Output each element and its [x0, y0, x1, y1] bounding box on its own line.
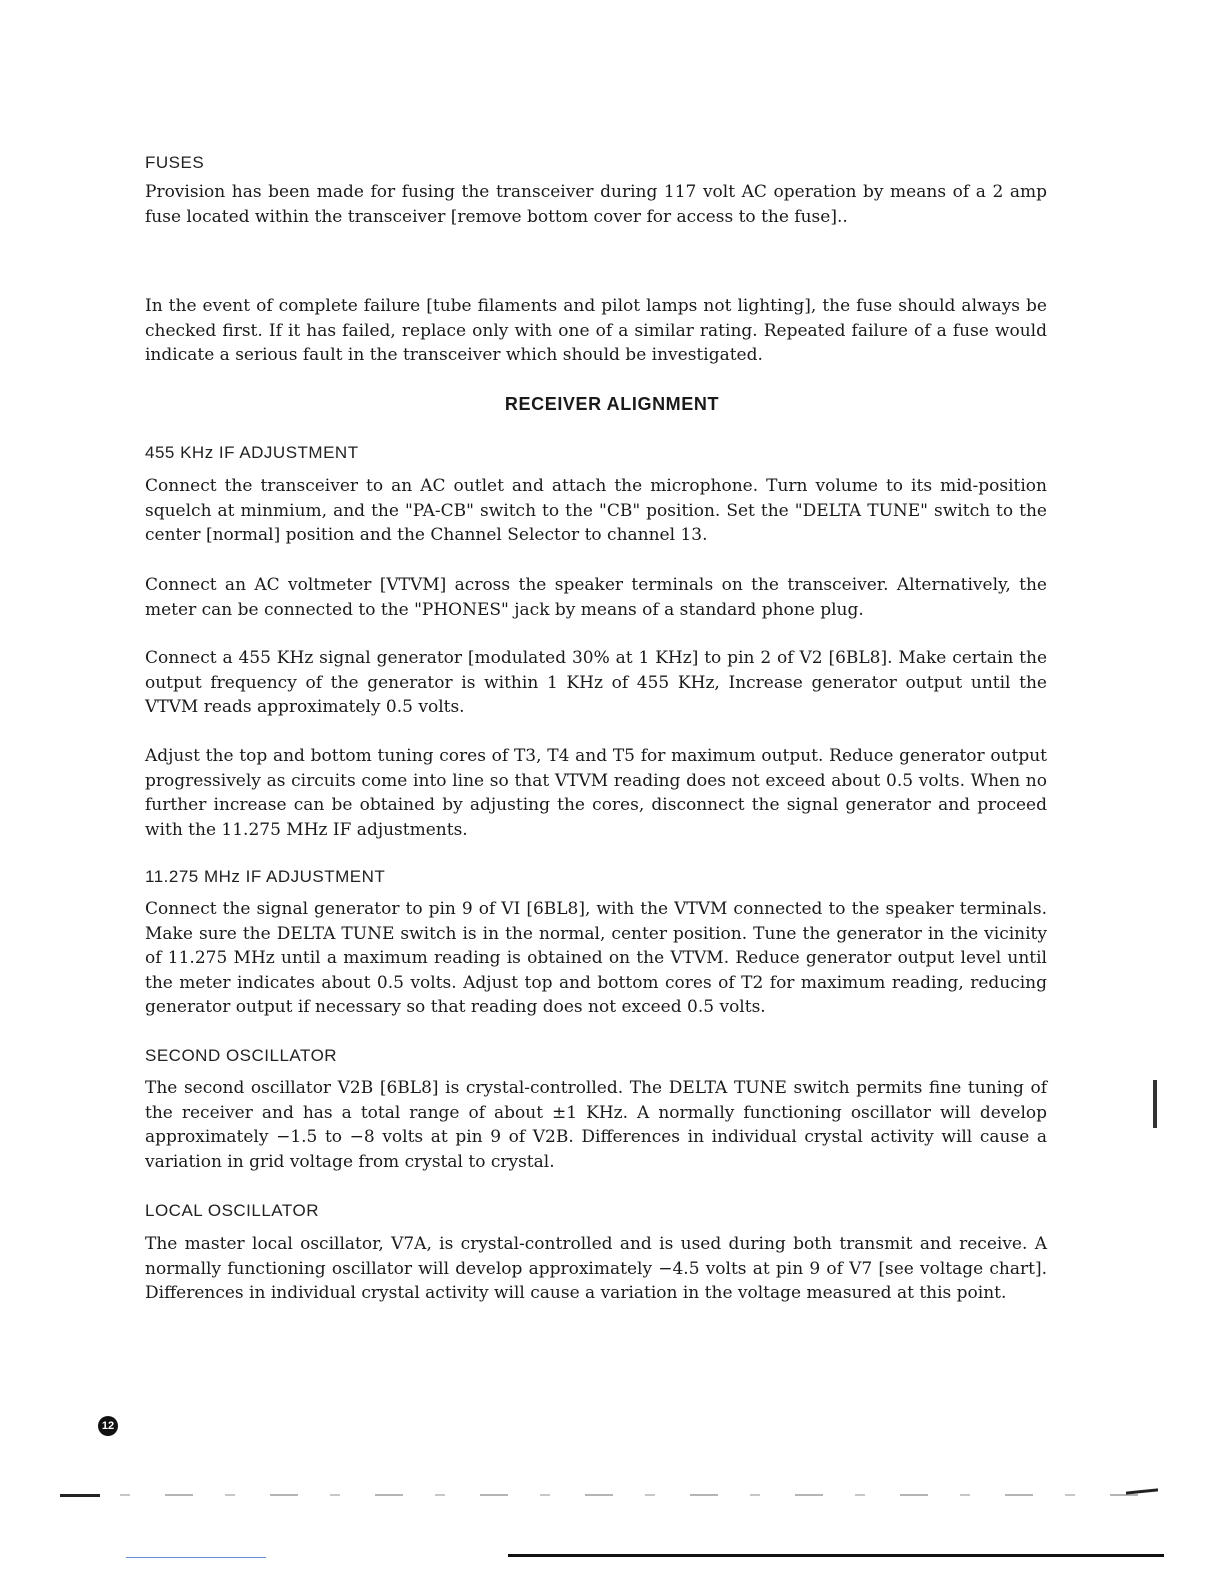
if-11275-heading: 11.275 MHz IF ADJUSTMENT: [145, 867, 386, 886]
if-455-paragraph-2: Connect an AC voltmeter [VTVM] across the speaker terminals on the transceiver. Alternatively, the meter can be connected to the "PHONES" jack by means of a standard phone plug.: [145, 575, 1047, 620]
bottom-blue-rule: [126, 1557, 266, 1558]
fuses-heading: FUSES: [145, 153, 205, 172]
if-455-paragraph-1: Connect the transceiver to an AC outlet and attach the microphone. Turn volume to its mid-position squelch at minmium, and the "PA-CB" switch to the "CB" position. Set the "DELTA TUNE" switch to the center [normal] position and the Channel Selector to channel 13.: [145, 476, 1047, 545]
margin-binding-mark: [1153, 1080, 1157, 1128]
receiver-alignment-title: RECEIVER ALIGNMENT: [504, 394, 720, 414]
local-oscillator-heading: LOCAL OSCILLATOR: [145, 1201, 319, 1220]
scan-dash-left-mark: [60, 1494, 100, 1497]
if-455-paragraph-4: Adjust the top and bottom tuning cores of T3, T4 and T5 for maximum output. Reduce generator output progressively as circuits come into line so that VTVM reading does not exceed about 0.5 volts. When no further increase can be obtained by adjusting the cores, disconnect the signal generator and proceed with the 11.275 MHz IF adjustments.: [145, 746, 1047, 840]
local-oscillator-paragraph-1: The master local oscillator, V7A, is crystal-controlled and is used during both transmit and receive. A normally functioning oscillator will develop approximately −4.5 volts at pin 9 of V7 [see voltage chart]. Differences in individual crystal activity will cause a variation in the voltage measured at this point.: [145, 1234, 1047, 1303]
if-455-paragraph-3: Connect a 455 KHz signal generator [modulated 30% at 1 KHz] to pin 2 of V2 [6BL8]. Make certain the output frequency of the generator is within 1 KHz of 455 KHz, Increase generator output until the VTVM reads approximately 0.5 volts.: [145, 648, 1047, 717]
second-oscillator-paragraph-1: The second oscillator V2B [6BL8] is crystal-controlled. The DELTA TUNE switch permits fine tuning of the receiver and has a total range of about ±1 KHz. A normally functioning oscillator will develop approximately −1.5 to −8 volts at pin 9 of V2B. Differences in individual crystal activity will cause a variation in grid voltage from crystal to crystal.: [145, 1078, 1047, 1172]
bottom-black-rule: [508, 1554, 1164, 1557]
scan-dash-line: [60, 1494, 1160, 1496]
fuses-paragraph-2: In the event of complete failure [tube filaments and pilot lamps not lighting], the fuse should always be checked first. If it has failed, replace only with one of a similar rating. Repeated failure of a fuse would indicate a serious fault in the transceiver which should be investigated.: [145, 296, 1047, 365]
page-number-badge: 12: [98, 1416, 118, 1436]
second-oscillator-heading: SECOND OSCILLATOR: [145, 1046, 338, 1065]
if-11275-paragraph-1: Connect the signal generator to pin 9 of VI [6BL8], with the VTVM connected to the speaker terminals. Make sure the DELTA TUNE switch is in the normal, center position. Tune the generator in the vicinity of 11.275 MHz until a maximum reading is obtained on the VTVM. Reduce generator output level until the meter indicates about 0.5 volts. Adjust top and bottom cores of T2 for maximum reading, reducing generator output if necessary so that reading does not exceed 0.5 volts.: [145, 899, 1047, 1017]
if-455-heading: 455 KHz IF ADJUSTMENT: [145, 443, 359, 462]
fuses-paragraph-1: Provision has been made for fusing the transceiver during 117 volt AC operation by means of a 2 amp fuse located within the transceiver [remove bottom cover for access to the fuse]..: [145, 182, 1047, 227]
